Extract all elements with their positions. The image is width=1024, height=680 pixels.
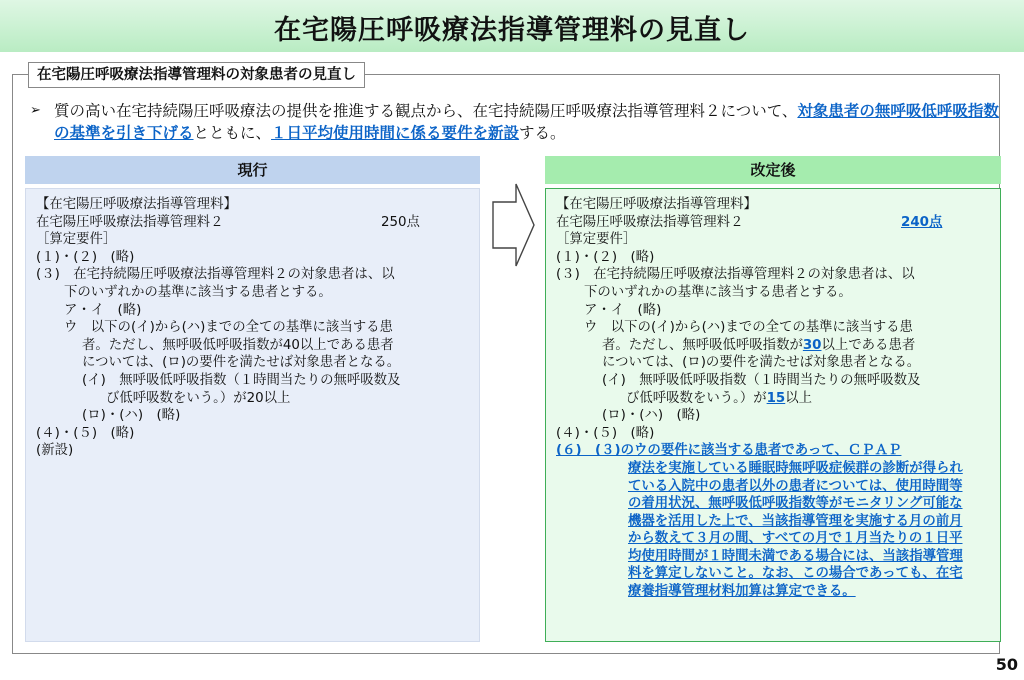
revised-ahi-threshold: 30 — [802, 337, 822, 353]
section-label: 在宅陽圧呼吸療法指導管理料の対象患者の見直し — [28, 62, 365, 88]
current-line-7a: ウ 以下の(イ)から(ハ)までの全ての基準に該当する患 — [64, 320, 393, 336]
revised-new-line: 療法を実施している睡眠時無呼吸症候群の診断が得られ — [628, 460, 963, 476]
current-line-9: (ロ)・(ハ) (略) — [82, 408, 181, 424]
revised-line-8a: (イ) 無呼吸低呼吸指数（１時間当たりの無呼吸数及 — [602, 372, 921, 388]
bullet-arrow-icon: ➢ — [30, 103, 41, 118]
right-arrow-icon — [492, 182, 536, 268]
current-line-2 — [36, 214, 469, 232]
revised-line-9: (ロ)・(ハ) (略) — [602, 408, 701, 424]
current-line-6: ア・イ (略) — [64, 302, 142, 318]
current-line-5a: (３) 在宅持続陽圧呼吸療法指導管理料２の対象患者は、以 — [36, 267, 395, 283]
current-line-3: ［算定要件］ — [36, 232, 117, 248]
current-line-5b: 下のいずれかの基準に該当する患者とする。 — [64, 284, 332, 300]
revised-line-7a: ウ 以下の(イ)から(ハ)までの全ての基準に該当する患 — [584, 320, 913, 336]
current-line-4: (１)・(２) (略) — [36, 249, 135, 265]
current-fee-name: 在宅陽圧呼吸療法指導管理料２ — [36, 214, 224, 230]
current-line-1: 【在宅陽圧呼吸療法指導管理料】 — [36, 197, 237, 212]
revised-line-1: 【在宅陽圧呼吸療法指導管理料】 — [556, 197, 757, 212]
revised-new-line: の着用状況、無呼吸低呼吸指数等がモニタリング可能な — [628, 496, 963, 512]
revised-header: 改定後 — [545, 156, 1001, 184]
revised-new-line: ている入院中の患者以外の患者については、使用時間等 — [628, 478, 963, 494]
revised-line-7b-post: 以上である患者 — [821, 337, 916, 353]
current-line-8a: (イ) 無呼吸低呼吸指数（１時間当たりの無呼吸数及 — [82, 372, 401, 388]
current-line-7c: については、(ロ)の要件を満たせば対象患者となる。 — [82, 355, 401, 371]
current-points: 250点 — [381, 214, 420, 230]
current-line-8b: び低呼吸数をいう。）が20以上 — [106, 390, 291, 406]
revised-line-7b-pre: 者。ただし、無呼吸低呼吸指数が — [602, 337, 803, 353]
summary-part2: とともに、 — [193, 124, 272, 142]
summary-highlight-1: 対象患者の無呼吸低呼吸指数の基準を引き下げる — [54, 102, 999, 142]
summary-highlight-2: １日平均使用時間に係る要件を新設 — [271, 124, 520, 142]
revised-line-8b — [556, 390, 990, 408]
revised-panel — [545, 188, 1001, 642]
revised-new-requirement-head: (６) (３)のウの要件に該当する患者であって、ＣＰＡＰ — [556, 443, 902, 459]
current-line-7b: 者。ただし、無呼吸低呼吸指数が40以上である患者 — [82, 337, 394, 353]
revised-line-7b — [556, 337, 990, 355]
revised-line-7c: については、(ロ)の要件を満たせば対象患者となる。 — [602, 355, 921, 371]
page-title: 在宅陽圧呼吸療法指導管理料の見直し — [274, 15, 750, 46]
title-band — [0, 0, 1024, 52]
revised-line-10: (４)・(５) (略) — [556, 425, 655, 441]
revised-new-line: 療養指導管理材料加算は算定できる。 — [628, 584, 856, 600]
revised-line-5b: 下のいずれかの基準に該当する患者とする。 — [584, 284, 852, 300]
current-line-10: (４)・(５) (略) — [36, 425, 135, 441]
revised-line-2 — [556, 214, 990, 232]
summary-text — [30, 100, 1005, 144]
current-panel — [25, 188, 480, 642]
revised-new-line: 機器を活用した上で、当該指導管理を実施する月の前月 — [628, 513, 963, 529]
revised-fee-name: 在宅陽圧呼吸療法指導管理料２ — [556, 214, 744, 230]
revised-new-line: 均使用時間が１時間未満である場合には、当該指導管理 — [628, 548, 963, 564]
summary-paragraph — [30, 100, 1005, 144]
revised-line-4: (１)・(２) (略) — [556, 249, 655, 265]
current-header: 現行 — [25, 156, 480, 184]
summary-part3: する。 — [519, 124, 566, 142]
page-number: 50 — [995, 655, 1018, 674]
revised-new-line: から数えて３月の間、すべての月で１月当たりの１日平 — [628, 531, 963, 547]
revised-new-line: 料を算定しないこと。なお、この場合であっても、在宅 — [628, 566, 963, 582]
revised-line-5a: (３) 在宅持続陽圧呼吸療法指導管理料２の対象患者は、以 — [556, 267, 915, 283]
current-line-11: (新設) — [36, 443, 74, 459]
revised-line-6: ア・イ (略) — [584, 302, 662, 318]
revised-line-3: ［算定要件］ — [556, 232, 637, 248]
revised-ahi-threshold-2: 15 — [766, 390, 786, 406]
revised-line-8b-pre: び低呼吸数をいう。）が — [626, 390, 767, 406]
revised-new-requirement-body — [556, 460, 990, 601]
revised-points: 240点 — [901, 214, 943, 230]
summary-part1: 質の高い在宅持続陽圧呼吸療法の提供を推進する観点から、在宅持続陽圧呼吸療法指導管理料２について、 — [54, 102, 798, 120]
revised-line-8b-post: 以上 — [785, 390, 813, 406]
